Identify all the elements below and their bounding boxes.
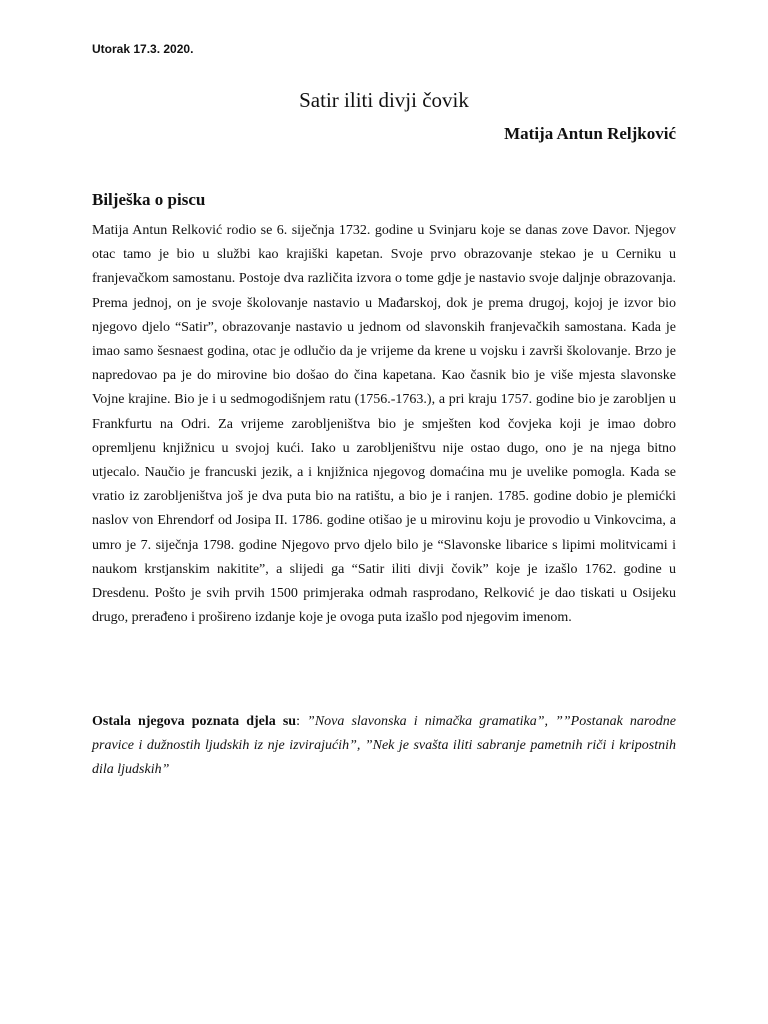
- document-date: Utorak 17.3. 2020.: [92, 42, 194, 56]
- other-works-paragraph: [92, 710, 676, 782]
- other-works-colon: :: [296, 714, 308, 729]
- document-author: Matija Antun Reljković: [504, 124, 676, 143]
- other-works-list: ”Nova slavonska i nimačka gramatika”, ””Postanak narodne pravice i dužnostih ljudskih iz nje izvirajućih”, ”Nek je svašta iliti sabranje pametnih riči i kripostnih dila ljudskih”: [92, 714, 676, 777]
- section-heading: Bilješka o piscu: [92, 190, 206, 209]
- document-title: Satir iliti divji čovik: [299, 88, 469, 112]
- biography-paragraph: Matija Antun Relković rodio se 6. siječnja 1732. godine u Svinjaru koje se danas zove Davor. Njegov otac tamo je bio u službi kao krajiški kapetan. Svoje prvo obrazovanje stekao je u Cerniku u franjevačkom samostanu. Postoje dva različita izvora o tome gdje je nastavio svoje daljnje obrazovanja. Prema jednoj, on je svoje školovanje nastavio u Mađarskoj, dok je prema drugoj, kojoj je izvor bio njegovo djelo “Satir”, obrazovanje nastavio u jednom od slavonskih franjevačkih samostana. Kada je imao samo šesnaest godina, otac je odlučio da je vrijeme da krene u vojsku i završi školovanje. Brzo je napredovao pa je do mirovine bio došao do čina kapetana. Kao časnik bio je više mjesta slavonske Vojne krajine. Bio je i u sedmogodišnjem ratu (1756.-1763.), a pri kraju 1757. godine bio je zarobljen u Frankfurtu na Odri. Za vrijeme zarobljeništva bio je smješten kod čovjeka koji je imao dobro opremljenu knjižnicu u svojoj kući. Iako u zarobljeništvu nije ostao dugo, ono je na njega bitno utjecalo. Naučio je francuski jezik, a i knjižnica njegovog domaćina mu je uvelike pomogla. Kada se vratio iz zarobljeništva još je dva puta bio na ratištu, a bio je i ranjen. 1785. godine dobio je plemićki naslov von Ehrendorf od Josipa II. 1786. godine otišao je u mirovinu koju je provodio u Vinkovcima, a umro je 7. siječnja 1798. godine Njegovo prvo djelo bilo je “Slavonske libarice s lipimi molitvicami i naukom krstjanskim nakitite”, a slijedi ga “Satir iliti divji čovik” koje je izašlo 1762. godine u Dresdenu. Pošto je svih prvih 1500 primjeraka odmah rasprodano, Relković je dao tiskati u Osijeku drugo, prerađeno i prošireno izdanje koje je ovoga puta izašlo pod njegovim imenom.: [92, 223, 676, 626]
- other-works-label: Ostala njegova poznata djela su: [92, 714, 297, 729]
